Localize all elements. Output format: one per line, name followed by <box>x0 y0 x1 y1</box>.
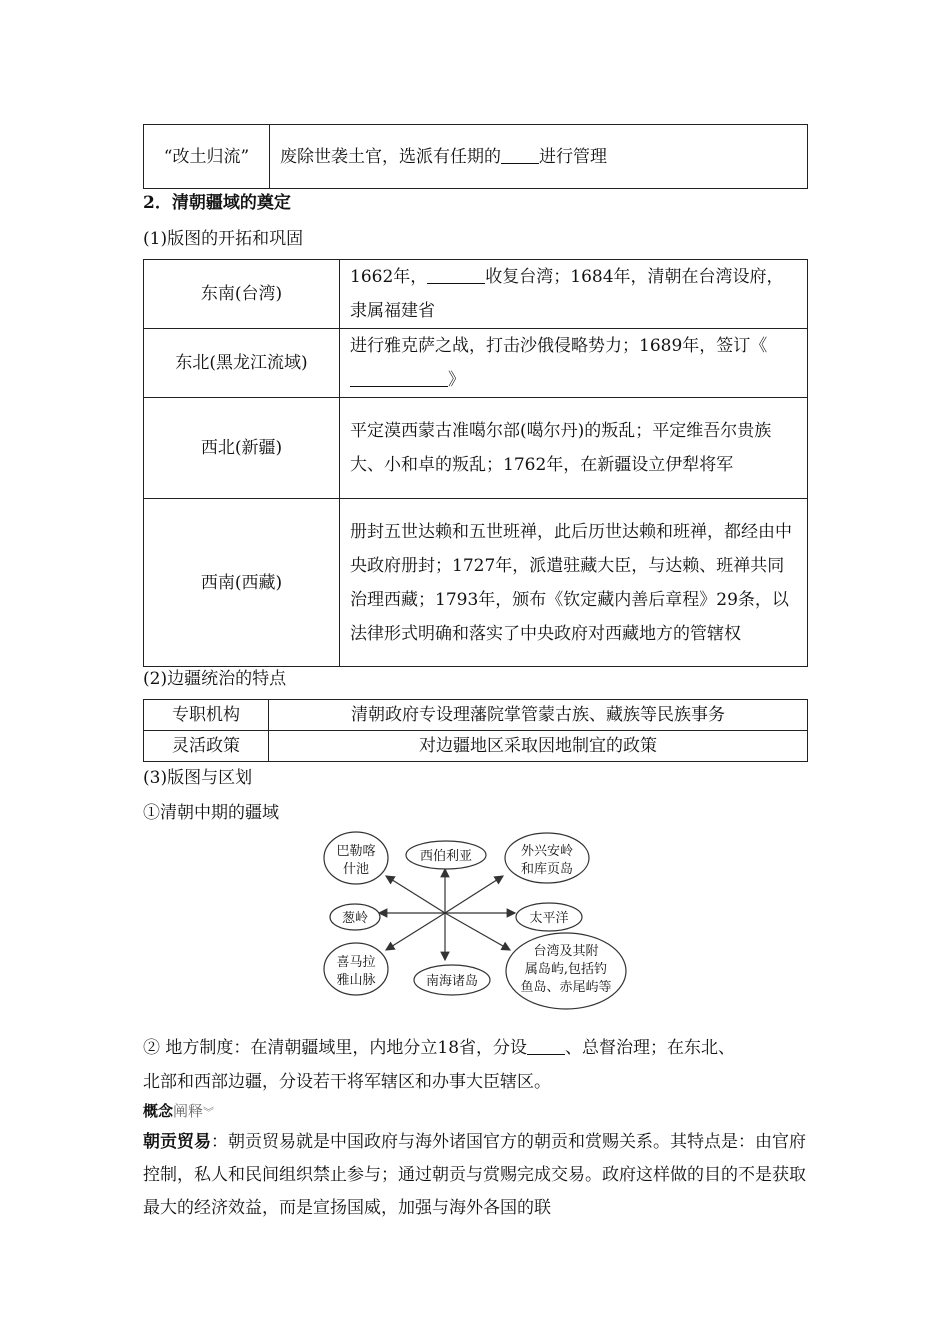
subsection-heading: (1)版图的开拓和巩固 <box>143 229 304 249</box>
label-se-3: 鱼岛、赤尾屿等 <box>520 980 612 995</box>
label-se-1: 台湾及其附 <box>533 944 599 959</box>
label-ne-2: 和库页岛 <box>520 862 574 877</box>
fill-blank <box>527 1032 565 1055</box>
label-nw-2: 什池 <box>342 862 370 877</box>
subsection-heading: (2)边疆统治的特点 <box>143 669 287 689</box>
table-cell-label: “改土归流” <box>144 125 270 189</box>
chevron-down-icon: ︾ <box>203 1106 215 1119</box>
label-nw-1: 巴勒喀 <box>336 844 376 859</box>
label-se-2: 属岛屿,包括钓 <box>524 962 608 977</box>
arrow-nw <box>386 876 445 913</box>
label-sw-2: 雅山脉 <box>336 973 376 988</box>
label-s: 南海诸岛 <box>425 974 479 989</box>
concept-paragraph: 朝贡贸易：朝贡贸易就是中国政府与海外诸国官方的朝贡和赏赐关系。其特点是：由官府控制，私人和民间组织禁止参与；通过朝贡与赏赐完成交易。政府这样做的目的不是获取最大的经济效益，而是宣扬国威，加强与海外各国的联 <box>143 1132 806 1218</box>
item-heading: ①清朝中期的疆域 <box>143 803 279 823</box>
feature-text: 对边疆地区采取因地制宜的政策 <box>269 731 808 762</box>
arrow-ne <box>445 876 503 913</box>
item2-line1: ② 地方制度：在清朝疆域里，内地分立18省，分设 、总督治理；在东北、 <box>143 1031 735 1065</box>
item2-line2: 北部和西部边疆，分设若干将军辖区和办事大臣辖区。 <box>143 1072 551 1092</box>
feature-label: 灵活政策 <box>144 731 269 762</box>
region-cell: 西南(西藏) <box>144 499 340 667</box>
label-e: 太平洋 <box>529 911 569 926</box>
section-heading: 2．清朝疆域的奠定 <box>143 193 291 213</box>
arrow-se <box>445 913 510 950</box>
label-ne-1: 外兴安岭 <box>520 844 574 859</box>
region-text-cell: 册封五世达赖和五世班禅，此后历世达赖和班禅，都经由中央政府册封；1727年，派遣驻藏大臣，与达赖、班禅共同治理西藏；1793年，颁布《钦定藏内善后章程》29条，以法律形式明确和落实了中央政府对西藏地方的管辖权 <box>340 499 808 667</box>
region-text-cell: 进行雅克萨之战，打击沙俄侵略势力；1689年，签订《》 <box>340 329 808 398</box>
diagram-arrows <box>379 869 515 960</box>
region-cell: 东南(台湾) <box>144 260 340 329</box>
region-cell: 东北(黑龙江流域) <box>144 329 340 398</box>
label-n: 西伯利亚 <box>419 849 473 864</box>
table-cell-content: 废除世袭土官，选派有任期的 进行管理 <box>270 125 808 189</box>
label-w: 葱岭 <box>341 911 369 926</box>
feature-text: 清朝政府专设理藩院掌管蒙古族、藏族等民族事务 <box>269 700 808 731</box>
arrow-sw <box>386 913 445 950</box>
region-text-cell: 1662年， 收复台湾；1684年，清朝在台湾设府，隶属福建省 <box>340 260 808 329</box>
region-cell: 西北(新疆) <box>144 398 340 499</box>
region-text-cell: 平定漠西蒙古准噶尔部(噶尔丹)的叛乱；平定维吾尔贵族大、小和卓的叛乱；1762年，在新疆设立伊犁将军 <box>340 398 808 499</box>
feature-label: 专职机构 <box>144 700 269 731</box>
label-sw-1: 喜马拉 <box>336 955 376 970</box>
concept-tag: 概念阐释︾ <box>143 1102 215 1120</box>
subsection-heading: (3)版图与区划 <box>143 768 253 788</box>
